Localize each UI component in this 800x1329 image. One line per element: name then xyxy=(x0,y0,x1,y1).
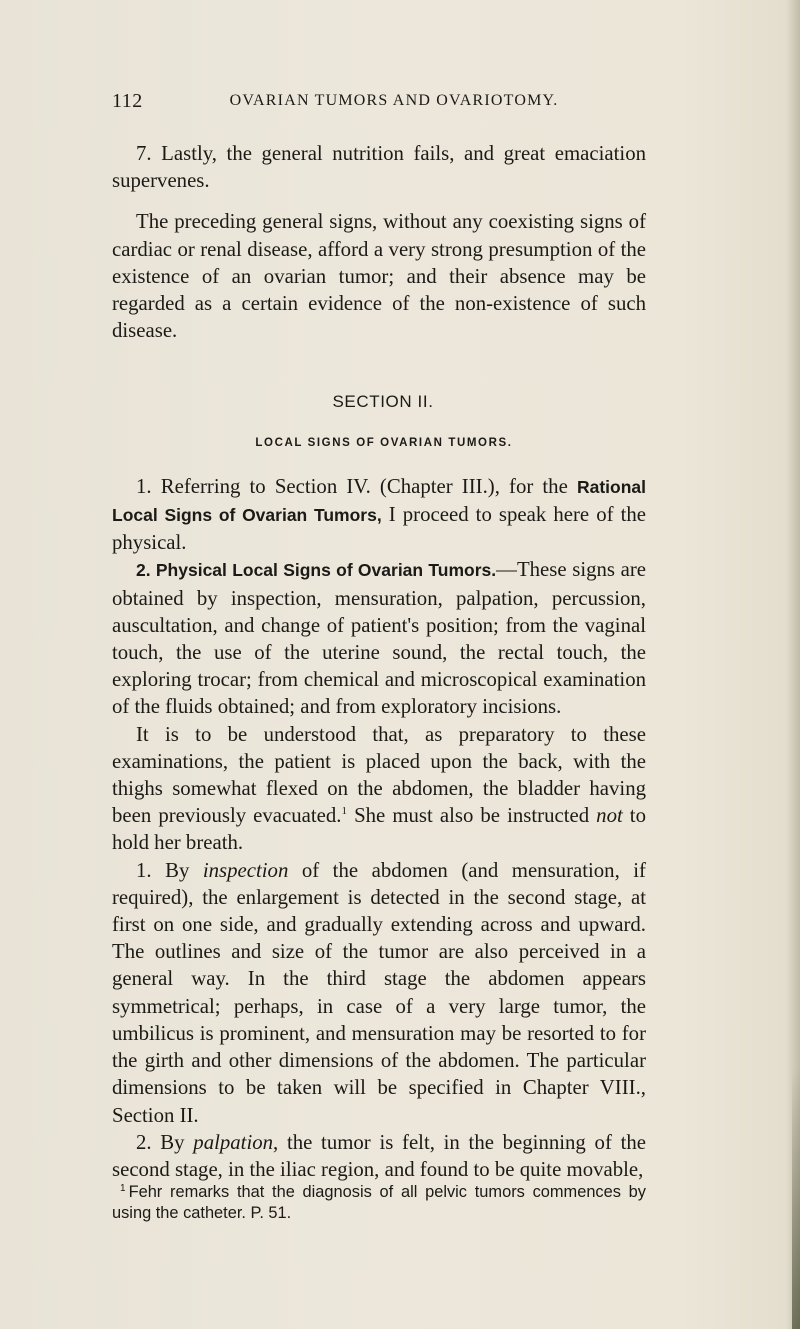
paragraph-emaciation xyxy=(112,140,646,194)
bold-term: Rational Local Signs of Ovarian Tumors, xyxy=(112,476,646,526)
paragraph-preparation xyxy=(112,721,646,857)
page-edge-binding xyxy=(792,1069,800,1329)
paragraph-text: 7. Lastly, the general nutrition fails, and great emaciation supervenes. xyxy=(112,142,646,193)
paragraph-palpation xyxy=(112,1129,646,1183)
italic-term: palpation xyxy=(193,1130,274,1154)
italic-term: inspection xyxy=(202,858,289,882)
paragraph-text: to hold her breath. xyxy=(112,804,646,855)
paragraph-inspection xyxy=(112,857,646,1129)
section-heading: SECTION II. xyxy=(332,392,434,412)
paragraph-text: The preceding general signs, without any coexisting signs of cardiac or renal disease, afford a very strong presumption of the existence of an ovarian tumor; and their absence may be regarded as a certain evidence of the non-existence of such disease. xyxy=(112,210,646,343)
bold-term: 2. Physical Local Signs of Ovarian Tumors. xyxy=(136,560,497,581)
footnote xyxy=(112,1182,646,1224)
paragraph-general-signs xyxy=(112,208,646,344)
footnote-mark: 1 xyxy=(120,1182,126,1194)
paragraph-text: 1. By xyxy=(136,858,203,882)
section-subheading: LOCAL SIGNS OF OVARIAN TUMORS. xyxy=(255,436,513,449)
paragraph-text: 1. Referring to Section IV. (Chapter III.), for the xyxy=(136,474,577,498)
paragraph-text: of the abdomen (and mensuration, if required), the enlargement is detected in the second stage, at first on one side, and gradually extending across and upward. The outlines and size of the tumor are also perceived in a general way. In the third stage the abdomen appears symmetrical; perhaps, in case of a very large tumor, the umbilicus is prominent, and mensuration may be resorted to for the girth and other dimensions of the abdomen. The particular dimensions to be taken will be specified in Chapter VIII., Section II. xyxy=(112,858,646,1127)
paragraph-rational-signs xyxy=(112,473,646,557)
footnote-reference: 1 xyxy=(341,805,348,818)
paragraph-text: It is to be understood that, as preparatory to these examinations, the patient is placed upon the back, with the thighs somewhat flexed on the abdomen, the bladder having been previously evacuated. xyxy=(112,722,646,828)
footnote-text: Fehr remarks that the diagnosis of all pelvic tumors commences by using the catheter. P. 51. xyxy=(112,1183,646,1222)
page-header xyxy=(112,90,646,114)
paragraph-physical-signs xyxy=(112,556,646,720)
paragraph-text: , the tumor is felt, in the beginning of the second stage, in the iliac region, and found to be quite movable, xyxy=(112,1130,646,1181)
paragraph-text: —These signs are obtained by inspection, mensuration, palpation, percussion, auscultation, and change of patient's position; from the vaginal touch, the use of the uterine sound, the rectal touch, the exploring trocar; from chemical and microscopical examination of the fluids obtained; and from exploratory incisions. xyxy=(112,558,646,719)
paragraph-text: 2. By xyxy=(136,1130,194,1154)
italic-term: not xyxy=(596,804,623,828)
body-text xyxy=(112,140,646,1183)
running-title: OVARIAN TUMORS AND OVARIOTOMY. xyxy=(229,92,559,109)
page-number: 112 xyxy=(112,90,143,112)
paragraph-text: She must also be instructed xyxy=(347,804,597,828)
paragraph-text: I proceed to speak here of the physical. xyxy=(112,503,646,555)
